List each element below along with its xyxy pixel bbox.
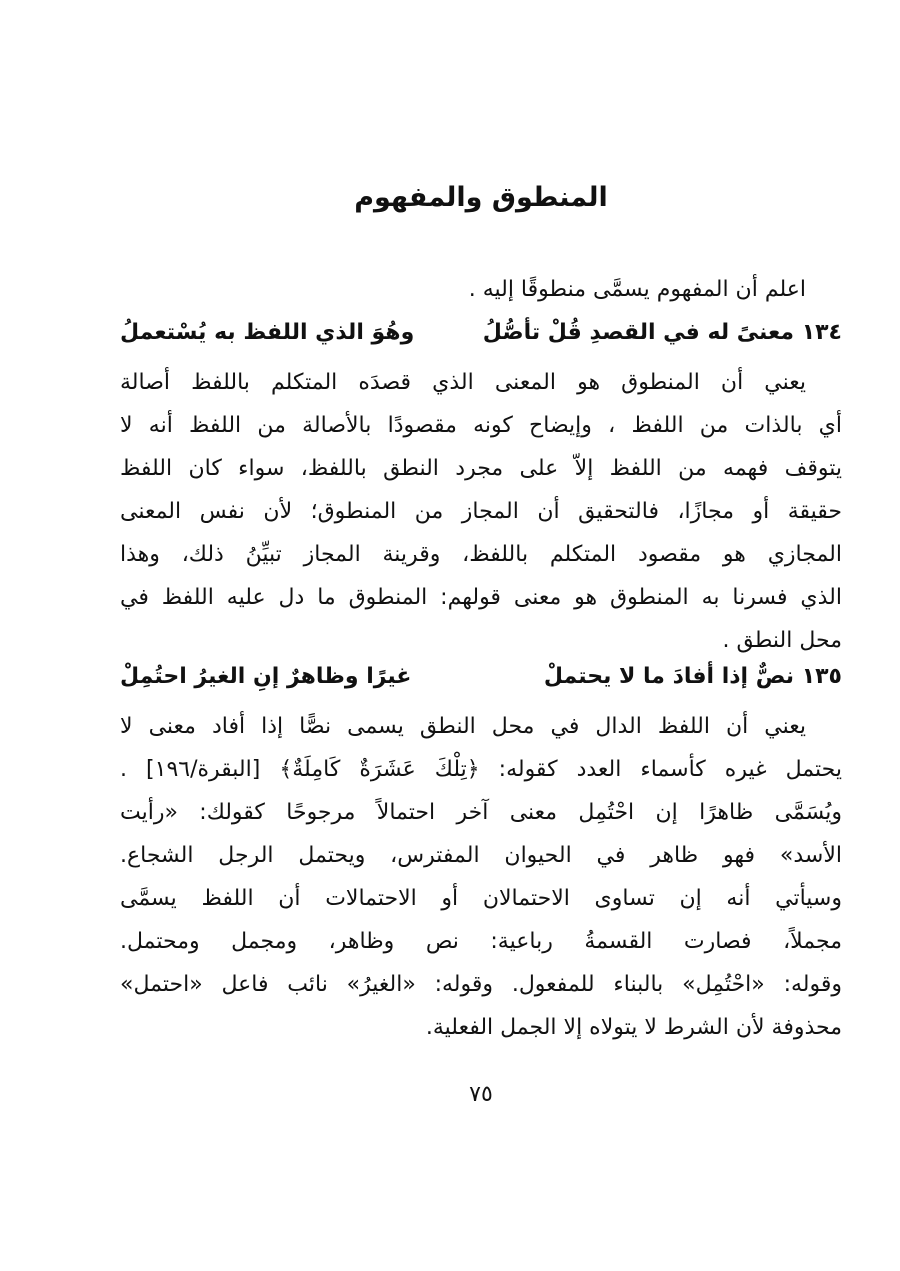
commentary-134-line: الذي فسرنا به المنطوق هو معنى قولهم: المنطوق ما دل عليه اللفظ في <box>120 585 842 610</box>
commentary-135-line: وسيأتي أنه إن تساوى الاحتمالان أو الاحتمالات أن اللفظ يسمَّى <box>120 886 842 911</box>
commentary-134-line: المجازي هو مقصود المتكلم باللفظ، وقرينة المجاز تبيِّنُ ذلك، وهذا <box>120 542 842 567</box>
verse-135 <box>120 655 842 699</box>
verse-134-first-hemistich: ١٣٤ معنىً له في القصدِ قُلْ تأصُّلُ <box>482 320 842 345</box>
commentary-134-line: يعني أن المنطوق هو المعنى الذي قصدَه المتكلم باللفظ أصالة <box>120 370 806 395</box>
document-page <box>120 0 842 1271</box>
verse-135-second-hemistich: غيرًا وظاهرٌ إنِ الغيرُ احتُمِلْ <box>120 664 412 689</box>
commentary-134-line: حقيقة أو مجازًا، فالتحقيق أن المجاز من المنطوق؛ لأن نفس المعنى <box>120 499 842 524</box>
intro-line: اعلم أن المفهوم يسمَّى منطوقًا إليه . <box>468 277 806 302</box>
commentary-135-line: محذوفة لأن الشرط لا يتولاه إلا الجمل الفعلية. <box>425 1015 842 1040</box>
commentary-135-line: يحتمل غيره كأسماء العدد كقوله: ﴿تِلْكَ عَشَرَةٌ كَامِلَةٌ﴾ [البقرة/١٩٦] . <box>120 757 842 782</box>
commentary-135-line: وقوله: «احْتُمِل» بالبناء للمفعول. وقوله: «الغيرُ» نائب فاعل «احتمل» <box>120 972 842 997</box>
commentary-135-line: الأسد» فهو ظاهر في الحيوان المفترس، ويحتمل الرجل الشجاع. <box>120 843 842 868</box>
commentary-135-line: يعني أن اللفظ الدال في محل النطق يسمى نصًّا إذا أفاد معنى لا <box>120 714 806 739</box>
verse-135-first-hemistich: ١٣٥ نصٌّ إذا أفادَ ما لا يحتملْ <box>543 664 842 689</box>
commentary-134-line: أي بالذات من اللفظ ، وإيضاح كونه مقصودًا بالأصالة من اللفظ أنه لا <box>120 413 842 438</box>
commentary-134-line: يتوقف فهمه من اللفظ إلاّ على مجرد النطق باللفظ، سواء كان اللفظ <box>120 456 842 481</box>
verse-134-second-hemistich: وهُوَ الذي اللفظ به يُسْتعملُ <box>120 320 415 345</box>
section-title: المنطوق والمفهوم <box>354 182 608 213</box>
commentary-135-line: ويُسَمَّى ظاهرًا إن احْتُمِل معنى آخر احتمالاً مرجوحًا كقولك: «رأيت <box>120 800 842 825</box>
page-number: ٧٥ <box>469 1082 493 1107</box>
verse-134 <box>120 311 842 355</box>
commentary-135-line: مجملاً، فصارت القسمةُ رباعية: نص وظاهر، ومجمل ومحتمل. <box>120 929 842 954</box>
commentary-134-line: محل النطق . <box>722 628 842 653</box>
